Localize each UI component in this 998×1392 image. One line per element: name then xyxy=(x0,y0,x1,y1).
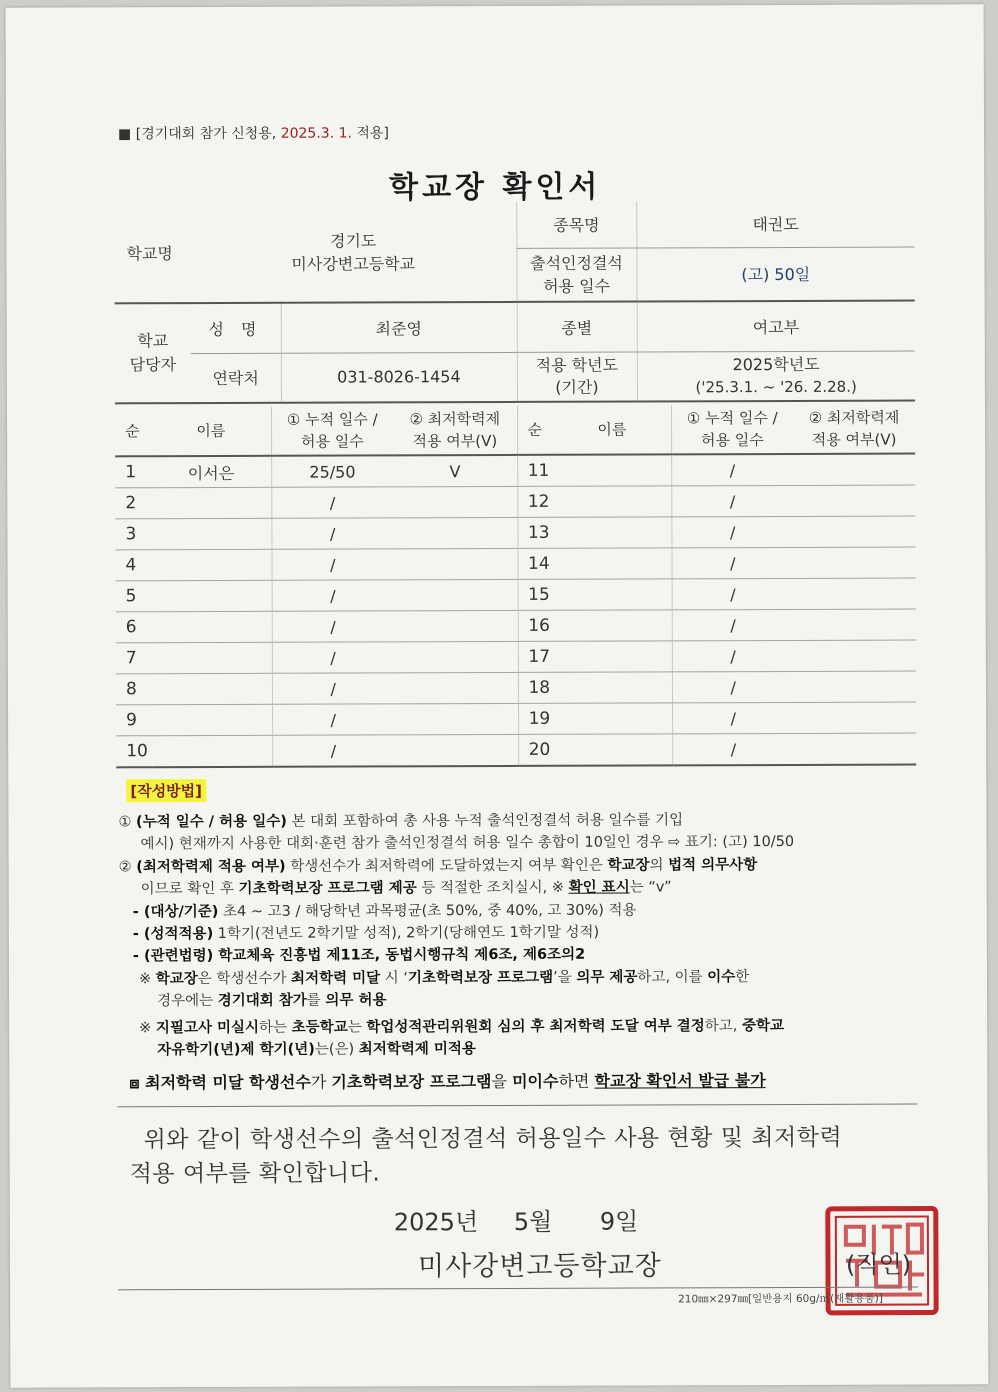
roster-check-cell xyxy=(394,610,518,641)
roster-days-cell: / xyxy=(671,454,793,486)
detail-law: - (관련법령) 학교체육 진흥법 제11조, 동법시행규칙 제6조, 제6조의2 xyxy=(132,947,586,965)
roster-no-cell: 11 xyxy=(517,455,553,487)
note-date: 2025.3. 1. xyxy=(280,125,352,142)
paper-spec-footer: 210㎜×297㎜[일반용지 60g/㎡(재활용품)] xyxy=(678,1292,883,1306)
roster-days-cell: / xyxy=(672,578,794,609)
roster-days-cell: / xyxy=(272,611,394,642)
roster-check-cell xyxy=(394,672,518,703)
roster-name-cell xyxy=(152,735,272,767)
table-row xyxy=(115,454,915,488)
header-no-right: 순 xyxy=(517,406,553,455)
roster-no-cell: 13 xyxy=(517,517,553,548)
roster-check-cell xyxy=(794,578,916,609)
roster-name-cell xyxy=(152,580,272,611)
roster-check-cell xyxy=(393,548,517,579)
event-value: 태권도 xyxy=(636,201,914,248)
header-name-right: 이름 xyxy=(553,405,671,454)
header-days-right: ① 누적 일수 / 허용 일수 xyxy=(671,405,793,454)
roster-days-cell: / xyxy=(672,702,794,733)
roster-days-cell: / xyxy=(271,487,393,518)
header-days: ① 누적 일수 / 허용 일수 xyxy=(271,406,393,455)
special-note-1: ※ 학교장은 학생선수가 최저학력 미달 시 ‘기초학력보장 프로그램’을 의무 제공하고, 이를 이수한 xyxy=(138,968,750,988)
category-label: 종별 xyxy=(517,302,637,352)
roster-days-cell: / xyxy=(272,642,394,673)
method-heading: [작성방법] xyxy=(126,779,206,802)
roster-days-cell: / xyxy=(672,733,794,765)
allowed-days-label: 출석인정결석 허용 일수 xyxy=(516,248,636,302)
roster-check-cell xyxy=(794,609,916,640)
special-note-2-cont: 자유학기(년)제 학기(년)는(은) 최저학력제 미적용 xyxy=(157,1041,476,1059)
confirmation-statement xyxy=(129,1121,919,1192)
roster-days-cell: / xyxy=(271,518,393,549)
roster-check-cell xyxy=(393,517,517,548)
roster-no-cell: 15 xyxy=(518,579,554,610)
note-1: ① (누적 일수 / 허용 일수) 본 대회 포함하여 총 사용 누적 출석인정결석 허용 일수를 기입 xyxy=(118,812,684,831)
table-row xyxy=(116,640,916,674)
roster-days-cell: / xyxy=(271,549,393,580)
roster-check-cell xyxy=(394,641,518,672)
roster-no-cell: 2 xyxy=(115,488,151,519)
header-no: 순 xyxy=(115,407,151,456)
roster-no-cell: 7 xyxy=(116,643,152,674)
roster-name-cell xyxy=(554,641,672,672)
contact-value: 031-8026-1454 xyxy=(281,352,517,403)
roster-no-cell: 20 xyxy=(518,734,554,766)
date-year: 2025년 xyxy=(393,1208,479,1237)
manager-label: 학교 담당자 xyxy=(115,303,191,403)
allowed-days-value: (고) 50일 xyxy=(636,247,914,302)
table-row xyxy=(115,547,915,581)
roster-name-cell xyxy=(151,518,271,549)
roster-no-cell: 14 xyxy=(517,548,553,579)
roster-no-cell: 19 xyxy=(518,703,554,734)
roster-days-cell: / xyxy=(272,673,394,704)
roster-check-cell: V xyxy=(393,455,517,487)
manager-name: 최준영 xyxy=(281,302,517,353)
table-row xyxy=(116,702,916,736)
special-note-1-cont: 경우에는 경기대회 참가를 의무 허용 xyxy=(157,992,387,1010)
roster-name-cell xyxy=(554,579,672,610)
roster-no-cell: 16 xyxy=(518,610,554,641)
school-info-table xyxy=(114,201,915,405)
roster-no-cell: 12 xyxy=(517,486,553,517)
roster-name-cell xyxy=(554,610,672,641)
roster-name-cell xyxy=(152,611,272,642)
roster-days-cell: / xyxy=(272,735,394,767)
roster-name-cell xyxy=(151,487,271,518)
roster-check-cell xyxy=(394,734,518,766)
roster-name-cell xyxy=(554,672,672,703)
table-row xyxy=(115,516,915,550)
detail-target: - (대상/기준) 초4 ~ 고3 / 해당학년 과목평균(초 50%, 중 40%, 고 30%) 적용 xyxy=(132,902,637,920)
table-row xyxy=(116,578,916,612)
roster-name-cell: 이서은 xyxy=(151,456,271,488)
roster-no-cell: 5 xyxy=(116,581,152,612)
note-1-example: 예시) 현재까지 사용한 대회·훈련 참가 출석인정결석 허용 일수 총합이 10일인 경우 ⇨ 표기: (고) 10/50 xyxy=(140,834,795,853)
roster-no-cell: 1 xyxy=(115,456,151,488)
roster-name-cell xyxy=(152,642,272,673)
roster-name-cell xyxy=(553,548,671,579)
roster-days-cell: / xyxy=(672,671,794,702)
student-roster-table xyxy=(115,405,916,769)
roster-check-cell xyxy=(793,547,915,578)
roster-days-cell: 25/50 xyxy=(271,455,393,487)
method-notes xyxy=(118,809,919,1062)
confirmation-line-2: 적용 여부를 확인합니다. xyxy=(129,1160,381,1188)
name-label: 성 명 xyxy=(191,303,281,353)
roster-name-cell xyxy=(152,704,272,735)
year-value: 2025학년도 ('25.3.1. ~ '26. 2.28.) xyxy=(637,351,915,402)
special-note-2: ※ 지필고사 미실시하는 초등학교는 학업성적관리위원회 심의 후 최저학력 도달 여부 결정하고, 중학교 xyxy=(139,1017,785,1036)
roster-days-cell: / xyxy=(672,640,794,671)
event-label: 종목명 xyxy=(516,202,636,248)
roster-name-cell xyxy=(553,454,671,486)
note-2-cont: 이므로 확인 후 기초학력보장 프로그램 제공 등 적절한 조치실시, ※ 확인 표시는 “v” xyxy=(140,879,672,898)
roster-days-cell: / xyxy=(671,485,793,516)
roster-days-cell: / xyxy=(272,704,394,735)
contact-label: 연락처 xyxy=(191,353,281,403)
roster-no-cell: 3 xyxy=(115,519,151,550)
document-page xyxy=(6,4,989,1387)
roster-name-cell xyxy=(553,517,671,548)
table-row xyxy=(116,733,916,767)
roster-no-cell: 9 xyxy=(116,705,152,736)
roster-check-cell xyxy=(794,671,916,702)
roster-check-cell xyxy=(793,516,915,547)
roster-days-cell: / xyxy=(671,547,793,578)
principal-name: 미사강변고등학교장 xyxy=(417,1250,662,1283)
roster-name-cell xyxy=(554,703,672,734)
note-2: ② (최저학력제 적용 여부) 학생선수가 최저학력에 도달하였는지 여부 확인은 학교장의 법적 의무사항 xyxy=(118,856,758,876)
roster-name-cell xyxy=(152,673,272,704)
final-warning: ⧈ 최저학력 미달 학생선수가 기초학력보장 프로그램을 미이수하면 학교장 확인서 발급 불가 xyxy=(129,1071,766,1093)
school-label: 학교명 xyxy=(114,203,190,303)
roster-check-cell xyxy=(794,702,916,733)
category-value: 여고부 xyxy=(637,301,915,352)
roster-no-cell: 6 xyxy=(116,612,152,643)
document-title: 학교장 확인서 xyxy=(388,169,602,206)
roster-no-cell: 10 xyxy=(116,736,152,768)
detail-grades: - (성적적용) 1학기(전년도 2학기말 성적), 2학기(당해연도 1학기말 성적) xyxy=(132,924,600,943)
table-row xyxy=(115,485,915,519)
school-name: 경기도 미사강변고등학교 xyxy=(190,202,516,303)
header-name: 이름 xyxy=(151,407,271,456)
date-day: 9일 xyxy=(599,1207,639,1236)
roster-check-cell xyxy=(794,733,916,765)
roster-check-cell xyxy=(394,703,518,734)
roster-no-cell: 8 xyxy=(116,674,152,705)
table-row xyxy=(116,609,916,643)
divider xyxy=(117,1104,917,1108)
form-usage-note: ■ [경기대회 참가 신청용, 2025.3. 1. 적용] xyxy=(118,125,389,143)
arrow-box-icon: ⧈ xyxy=(129,1073,140,1093)
header-check: ② 최저학력제 적용 여부(V) xyxy=(393,406,517,455)
confirmation-line-1: 위와 같이 학생선수의 출석인정결석 허용일수 사용 현황 및 최저학력 xyxy=(143,1124,843,1154)
seal-label: (직인) xyxy=(845,1250,912,1279)
roster-days-cell: / xyxy=(671,516,793,547)
header-check-right: ② 최저학력제 적용 여부(V) xyxy=(793,405,915,454)
date-month: 5월 xyxy=(513,1207,553,1236)
roster-check-cell xyxy=(394,579,518,610)
roster-days-cell: / xyxy=(672,609,794,640)
roster-no-cell: 18 xyxy=(518,672,554,703)
roster-days-cell: / xyxy=(272,580,394,611)
roster-check-cell xyxy=(393,486,517,517)
roster-check-cell xyxy=(794,640,916,671)
roster-no-cell: 4 xyxy=(115,550,151,581)
footer-divider xyxy=(118,1287,918,1291)
year-label: 적용 학년도 (기간) xyxy=(517,352,637,402)
roster-name-cell xyxy=(553,486,671,517)
roster-name-cell xyxy=(554,734,672,766)
roster-name-cell xyxy=(151,549,271,580)
roster-check-cell xyxy=(793,454,915,486)
roster-no-cell: 17 xyxy=(518,641,554,672)
table-row xyxy=(116,671,916,705)
roster-check-cell xyxy=(793,485,915,516)
